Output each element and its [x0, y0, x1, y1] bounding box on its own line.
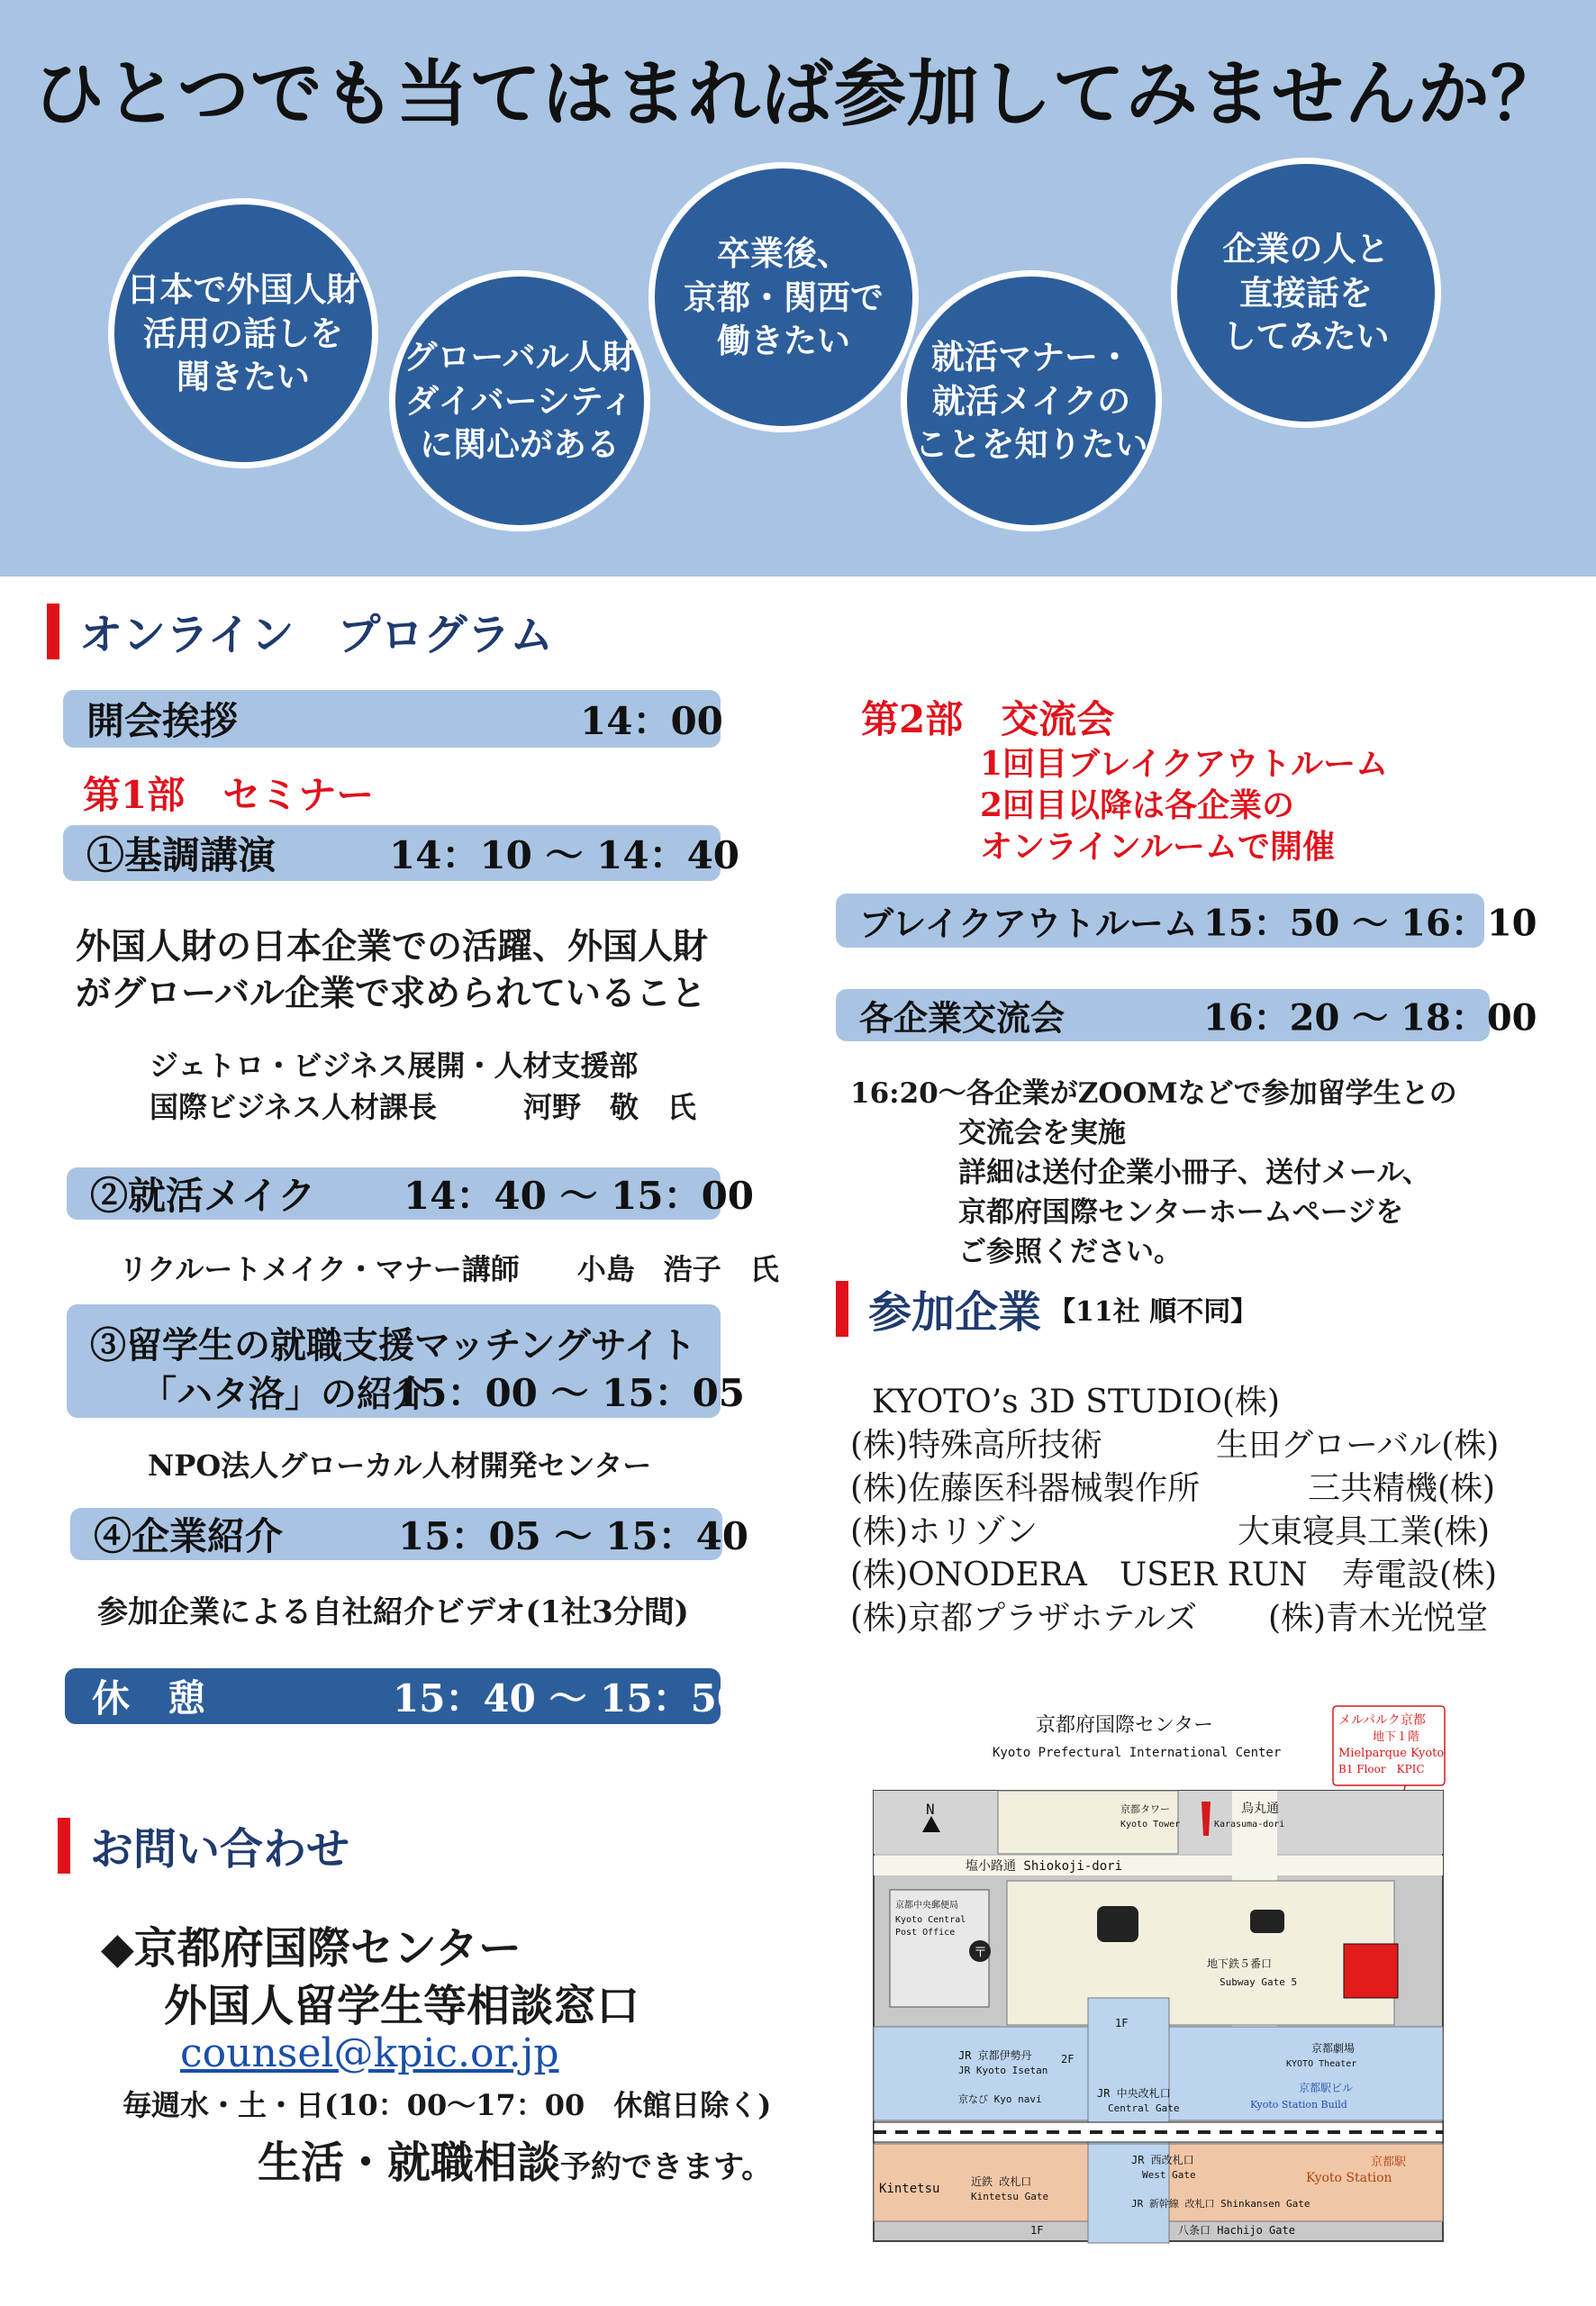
keynote-bar [63, 825, 740, 881]
map-title-en: Kyoto Prefectural International Center [993, 1746, 1282, 1760]
company-intro-bar [70, 1508, 749, 1560]
circle-text: 企業の人と 直接話を してみたい [1222, 228, 1390, 357]
map-label: 京都中央郵便局 [895, 1901, 958, 1911]
map-label: Kyoto Station Build [1250, 2099, 1347, 2111]
consult-small: 予約できます。 [560, 2149, 773, 2185]
map-label: 2F [1061, 2053, 1075, 2065]
hero-title: ひとつでも当てはまれば参加してみませんか？ [32, 51, 1564, 136]
map-label: JR Kyoto Isetan [958, 2065, 1048, 2076]
map-road-karasuma: 烏丸通 [1241, 1802, 1279, 1816]
company-name: (株)佐藤医科器械製作所 [850, 1470, 1201, 1507]
part2-line1: 1回目ブレイクアウトルーム [980, 745, 1389, 783]
hatara-org: NPO法人グローカル人材開発センター [148, 1448, 652, 1483]
kpic-location-marker [1344, 1944, 1398, 1998]
makeup-speaker: リクルートメイク・マナー講師 小島 浩子 氏 [119, 1252, 779, 1286]
circle-text: 卒業後、 京都・関西で 働きたい [684, 232, 884, 361]
exchange-desc-line: 交流会を実施 [958, 1117, 1126, 1149]
part1-title: 第1部 セミナー [83, 773, 375, 817]
breakout-label: ブレイクアウトルーム [859, 903, 1198, 944]
map-label: Post Office [895, 1928, 956, 1938]
map-label: West Gate [1142, 2169, 1196, 2181]
heading-marker [58, 1818, 70, 1874]
map-north: N [926, 1801, 935, 1818]
exchange-bar [836, 989, 1537, 1041]
company-name: (株)ONODERA USER RUN [850, 1557, 1308, 1593]
map-label: 京なび Kyo navi [958, 2093, 1042, 2105]
keynote-speaker-line1: ジェトロ・ビジネス展開・人材支援部 [150, 1049, 639, 1083]
map-label: 地下鉄５番口 [1207, 1957, 1273, 1970]
contact-heading [58, 1814, 349, 1876]
company-name: (株)ホリゾン [850, 1513, 1038, 1550]
map-callout-text: B1 Floor KPIC [1338, 1763, 1425, 1775]
part2-title: 第2部 交流会 [861, 697, 1115, 741]
keynote-desc-line2: がグローバル企業で求められていること [76, 973, 707, 1014]
map-label: 京都駅ビル [1299, 2082, 1354, 2094]
circle-text: グローバル人財 ダイバーシティ に関心がある [404, 336, 636, 465]
makeup-bar [67, 1167, 755, 1220]
exchange-desc-line: 京都府国際センターホームページを [958, 1196, 1404, 1229]
hatara-time: 15：00 ～ 15：05 [394, 1371, 746, 1415]
break-bar [65, 1668, 744, 1724]
company-name: KYOTO’s 3D STUDIO(株) [872, 1384, 1281, 1421]
map-title: 京都府国際センター [1036, 1714, 1214, 1737]
break-time: 15：40 ～ 15：50 [393, 1676, 744, 1720]
company-name: 寿電設(株) [1342, 1557, 1498, 1593]
keynote-time: 14：10 ～ 14：40 [389, 833, 740, 877]
circle-work-kansai [648, 162, 919, 432]
makeup-time: 14：40 ～ 15：00 [404, 1174, 755, 1218]
circle-foreign-talent [108, 198, 378, 468]
map-label: JR 新幹線 改札口 Shinkansen Gate [1131, 2198, 1310, 2210]
contact-desk: 外国人留学生等相談窓口 [164, 1981, 640, 2031]
company-name: 大東寝具工業(株) [1238, 1513, 1491, 1550]
heading-marker [836, 1281, 848, 1337]
exchange-desc-line: 16:20～各企業がZOOMなどで参加留学生との [850, 1077, 1457, 1110]
taxi-icon [1250, 1910, 1284, 1933]
circle-text: 就活マナー・ 就活メイクの ことを知りたい [914, 336, 1148, 465]
keynote-desc-line1: 外国人財の日本企業での活躍、外国人財 [76, 926, 709, 967]
map-label: 京都駅 [1371, 2156, 1407, 2169]
map-label: Kintetsu Gate [971, 2191, 1049, 2202]
map-label: 近鉄 改札口 [971, 2175, 1032, 2188]
keynote-speaker-line2: 国際ビジネス人材課長 河野 敬 氏 [150, 1090, 697, 1124]
exchange-desc-line: 詳細は送付企業小冊子、送付メール、 [958, 1157, 1430, 1189]
breakout-bar [836, 894, 1537, 948]
circle-text: 日本で外国人財 活用の話しを 聞きたい [126, 268, 360, 397]
map-label: 京都タワー [1120, 1803, 1170, 1815]
company-intro-desc: 参加企業による自社紹介ビデオ(1社3分間) [97, 1594, 689, 1630]
company-name: 生田グローバル(株) [1216, 1427, 1500, 1464]
companies-note: 【11社 順不同】 [1048, 1295, 1258, 1328]
program-heading [47, 600, 553, 662]
map-label: Central Gate [1108, 2102, 1180, 2114]
opening-label: 開会挨拶 [86, 699, 239, 743]
company-name: (株)特殊高所技術 [850, 1427, 1103, 1464]
company-intro-label: ④企業紹介 [94, 1514, 284, 1558]
break-label: 休 憩 [92, 1676, 206, 1720]
contact-hours: 毎週水・土・日(10：00～17：00 休館日除く) [122, 2088, 772, 2122]
opening-time: 14：00 [580, 699, 723, 743]
map-label: Kyoto Central [895, 1915, 966, 1925]
map-label: JR 京都伊勢丹 [958, 2049, 1032, 2062]
map-label: Kyoto Station [1306, 2171, 1392, 2185]
map-shiokoji-road [874, 1856, 1443, 1875]
breakout-time: 15：50 ～ 16：10 [1203, 902, 1537, 945]
exchange-time: 16：20 ～ 18：00 [1203, 996, 1537, 1040]
company-name: (株)青木光悦堂 [1268, 1600, 1489, 1637]
opening-bar [63, 690, 721, 748]
circle-job-manners [901, 270, 1162, 531]
access-map [872, 1701, 1448, 2245]
map-label: Subway Gate 5 [1220, 1976, 1298, 1988]
map-callout-text: Mielparque Kyoto [1338, 1747, 1445, 1760]
contact-consult [258, 2128, 772, 2190]
map-road-karasuma-en: Karasuma-dori [1214, 1820, 1285, 1829]
map-label: 1F [1115, 2017, 1129, 2029]
contact-org: ◆京都府国際センター [101, 1923, 521, 1974]
map-label: JR 中央改札口 [1097, 2087, 1171, 2100]
map-label: Kintetsu [879, 2182, 940, 2196]
company-intro-time: 15：05 ～ 15：40 [398, 1514, 749, 1558]
company-name: 三共精機(株) [1308, 1470, 1496, 1507]
contact-heading-text: お問い合わせ [90, 1824, 350, 1875]
post-office-icon-glyph: 〒 [974, 1944, 988, 1960]
map-callout-text: 地下１階 [1373, 1730, 1420, 1744]
consult-big: 生活・就職相談 [258, 2138, 561, 2188]
map-label: Kyoto Tower [1120, 1820, 1181, 1829]
map-label: JR 西改札口 [1131, 2154, 1194, 2166]
heading-marker [47, 604, 59, 659]
companies-heading [836, 1277, 1257, 1339]
bus-icon [1097, 1906, 1138, 1942]
map-label: 八条口 Hachijo Gate [1178, 2224, 1295, 2237]
hatara-label-line1: ③留学生の就職支援マッチングサイト [90, 1324, 696, 1366]
map-station-plaza [1007, 1881, 1394, 2025]
keynote-label: ①基調講演 [86, 833, 277, 877]
hatara-label-line2: 「ハタ洛」の紹介 [141, 1373, 429, 1415]
part2-line3: オンラインルームで開催 [980, 828, 1336, 866]
map-label: KYOTO Theater [1286, 2059, 1357, 2069]
exchange-desc-line: ご参照ください。 [958, 1236, 1182, 1268]
circle-global-diversity [389, 270, 650, 531]
circle-talk-companies [1171, 158, 1441, 428]
contact-email-link[interactable]: counsel@kpic.or.jp [180, 2030, 559, 2076]
map-callout-text: メルパルク京都 [1338, 1713, 1426, 1728]
companies-heading-text: 参加企業 [868, 1287, 1042, 1338]
map-label: 京都劇場 [1311, 2042, 1356, 2055]
program-heading-text: オンライン プログラム [79, 610, 554, 660]
map-label: 1F [1030, 2224, 1044, 2237]
exchange-label: 各企業交流会 [859, 997, 1066, 1039]
hatara-bar [67, 1304, 746, 1418]
map-road-shiokoji: 塩小路通 Shiokoji-dori [966, 1859, 1123, 1874]
company-name: (株)京都プラザホテルズ [850, 1600, 1198, 1637]
part2-line2: 2回目以降は各企業の [980, 786, 1295, 824]
makeup-label: ②就活メイク [90, 1174, 316, 1218]
